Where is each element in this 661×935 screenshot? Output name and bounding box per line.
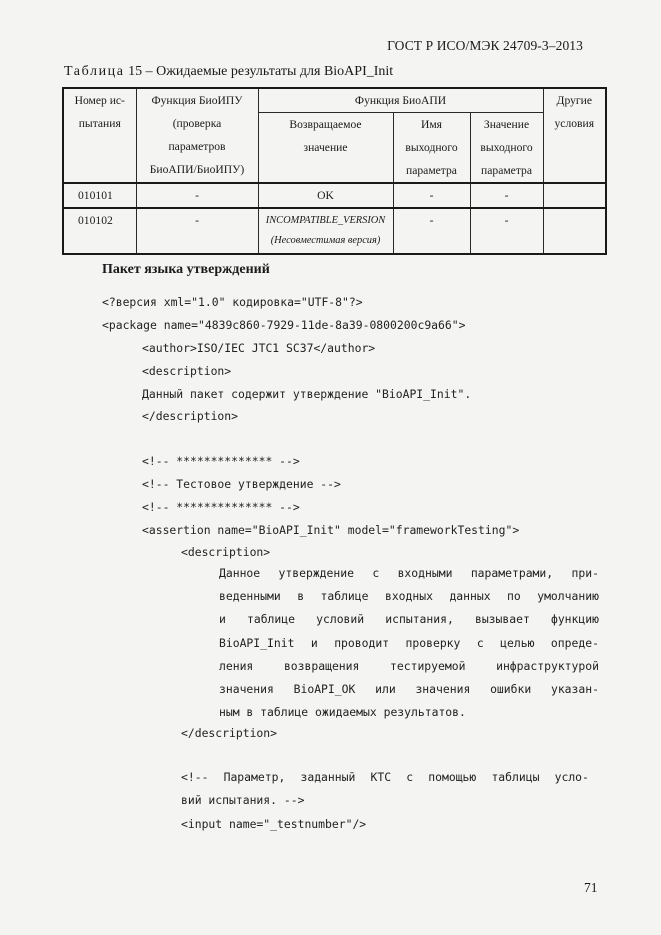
cell-bsp-function: - — [136, 183, 258, 208]
cell-test-number: 010101 — [63, 183, 136, 208]
table-row — [63, 183, 606, 208]
expected-results-table — [62, 87, 607, 255]
cell-return-value — [258, 208, 393, 254]
code-line: </description> — [142, 409, 239, 423]
cell-output-name: - — [393, 183, 470, 208]
col-header-output-param-name: Имя выходного параметра — [393, 113, 470, 184]
page-number: 71 — [584, 880, 598, 895]
cell-test-number: 010102 — [63, 208, 136, 254]
cell-output-value: - — [470, 208, 543, 254]
paragraph-line: значения BioAPI_OK или значения ошибки указан- — [219, 681, 599, 696]
table-row — [63, 208, 606, 254]
code-line: Данный пакет содержит утверждение "BioAPI_Init". — [142, 387, 472, 401]
caption-text: 15 – Ожидаемые результаты для BioAPI_Init — [124, 64, 394, 79]
comment-line: вий испытания. --> — [181, 793, 305, 808]
code-line: <description> — [181, 545, 271, 559]
code-line: <?версия xml="1.0" кодировка="UTF-8"?> — [102, 295, 363, 309]
cell-bsp-function: - — [136, 208, 258, 254]
caption-prefix: Таблица — [64, 64, 125, 79]
code-line: <!-- Тестовое утверждение --> — [142, 477, 341, 491]
paragraph-line: Данное утверждение с входными параметрами, при- — [219, 566, 599, 580]
col-header-other-conditions: Другие условия — [543, 88, 606, 183]
col-header-output-param-value: Значение выходного параметра — [470, 113, 543, 184]
code-line: <!-- ************** --> — [142, 454, 300, 468]
cell-output-value: - — [470, 183, 543, 208]
table-caption — [64, 64, 393, 80]
parameter-comment — [181, 770, 589, 816]
description-paragraph — [219, 566, 599, 728]
code-line: <assertion name="BioAPI_Init" model="frameworkTesting"> — [142, 523, 520, 537]
comment-line: <!-- Параметр, заданный КТС с помощью таблицы усло- — [181, 770, 589, 784]
col-header-bsp-function: Функция БиоИПУ (проверка параметров БиоАПИ/БиоИПУ) — [136, 88, 258, 183]
page-header: ГОСТ Р ИСО/МЭК 24709-3–2013 — [387, 38, 583, 53]
col-header-test-number: Номер ис- пытания — [63, 88, 136, 183]
paragraph-line: ным в таблице ожидаемых результатов. — [219, 705, 466, 720]
paragraph-line: и таблице условий испытания, вызывает функцию — [219, 612, 599, 627]
code-line: <!-- ************** --> — [142, 500, 300, 514]
code-line: </description> — [181, 726, 278, 740]
paragraph-line: ления возвращения тестируемой инфраструктурой — [219, 658, 599, 673]
paragraph-line: BioAPI_Init и проводит проверку с целью опреде- — [219, 635, 599, 650]
cell-return-value: OK — [258, 183, 393, 208]
return-value-translation: (Несовместимая версия) — [270, 235, 381, 246]
return-value-code: INCOMPATIBLE_VERSION — [265, 215, 386, 226]
section-title: Пакет языка утверждений — [102, 262, 270, 277]
paragraph-line: веденными в таблице входных данных по умолчанию — [219, 589, 599, 604]
cell-other — [543, 208, 606, 254]
code-line: <author>ISO/IEC JTC1 SC37</author> — [142, 341, 376, 355]
code-line: <input name="_testnumber"/> — [181, 817, 367, 831]
code-line: <description> — [142, 364, 232, 378]
code-line: <package name="4839c860-7929-11de-8a39-0800200c9a66"> — [102, 318, 466, 332]
cell-other — [543, 183, 606, 208]
col-header-return-value: Возвращаемое значение — [258, 113, 393, 184]
cell-output-name: - — [393, 208, 470, 254]
col-header-group-bioapi: Функция БиоАПИ — [258, 88, 543, 113]
